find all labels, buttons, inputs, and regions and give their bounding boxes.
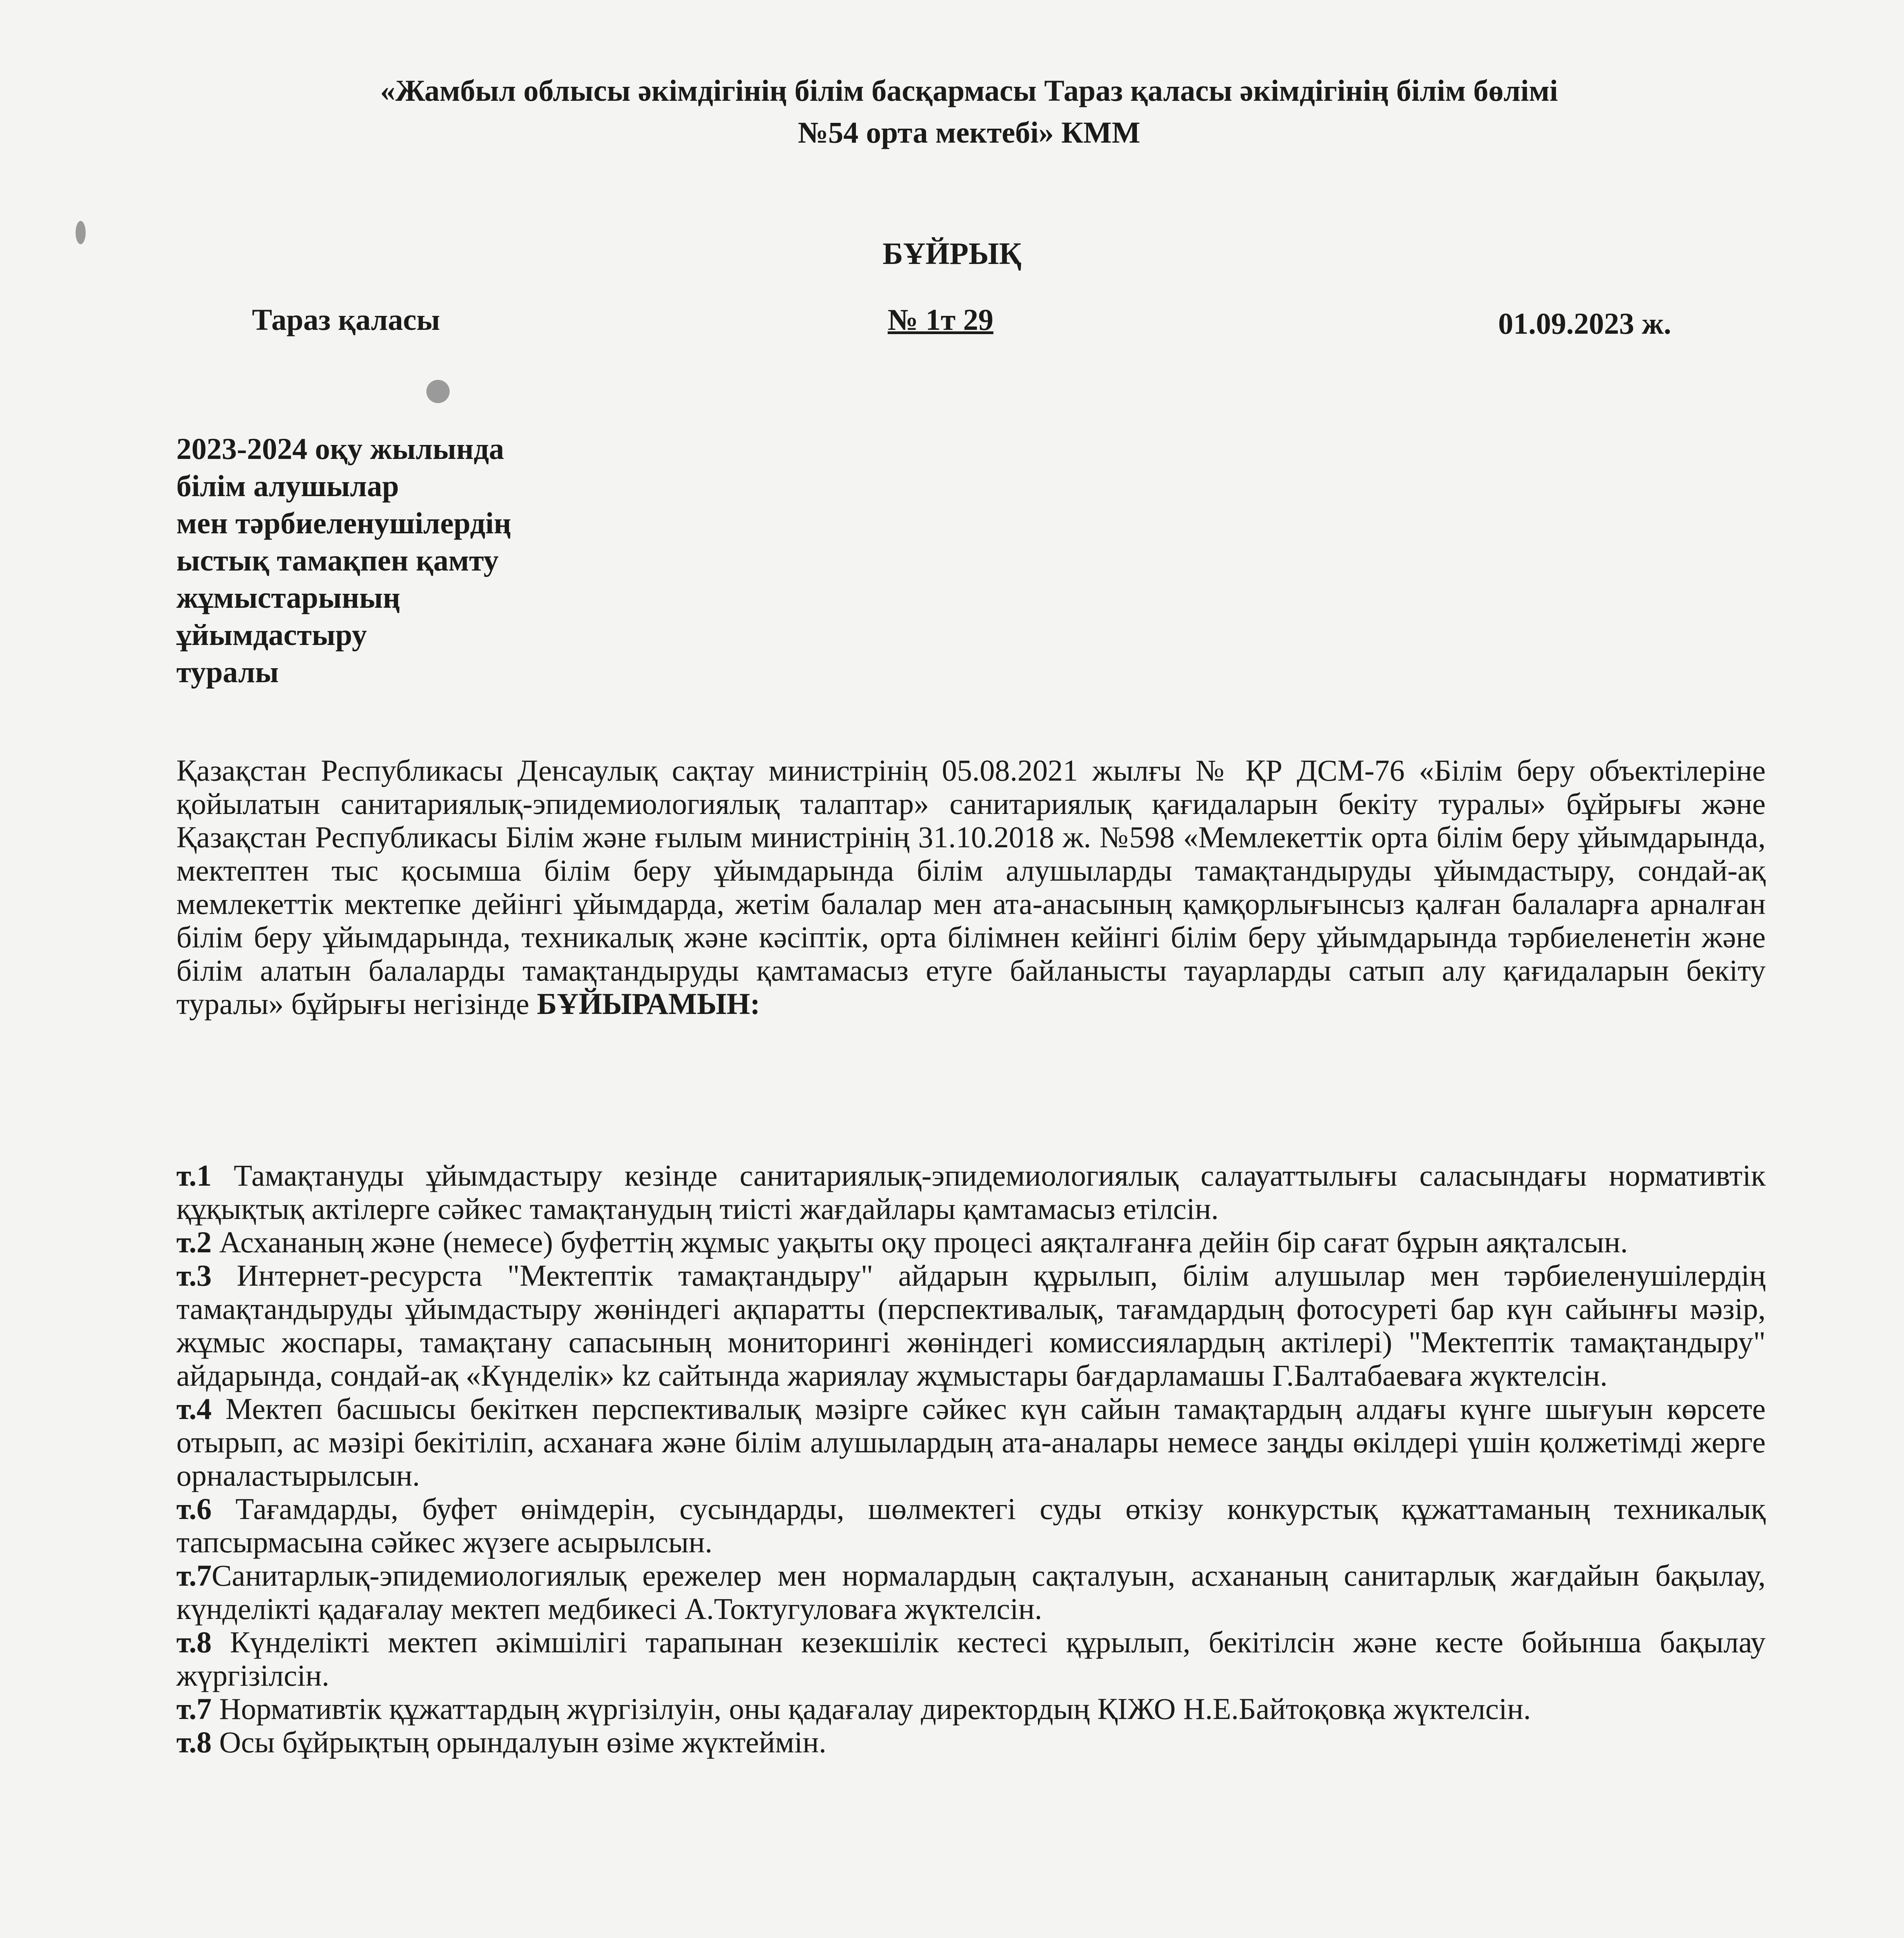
subject-line: туралы (176, 655, 279, 689)
item-label: т.8 (176, 1625, 212, 1659)
item-label: т.8 (176, 1725, 212, 1759)
subject-line: мен тәрбиеленушілердің (176, 506, 511, 540)
order-item (176, 1392, 1766, 1492)
item-text: Тамақтануды ұйымдастыру кезінде санитариялық-эпидемиологиялық салауаттылығы саласындағы нормативтік құқықтық актілерге сәйкес тамақтанудың тиісті жағдайлары қамтамасыз етілсін. (176, 1159, 1766, 1226)
item-text: Мектеп басшысы бекіткен перспективалық мәзірге сәйкес күн сайын тамақтардың алдағы күнге шығуын көрсете отырып, ас мәзірі бекітіліп, асханаға және білім алушылардың ата-аналары немесе заңды өкілдері үшін қолжетімді жерге орналастырылсын. (176, 1392, 1766, 1492)
order-item (176, 1159, 1766, 1226)
subject-line: білім алушылар (176, 469, 399, 503)
item-text: Тағамдарды, буфет өнімдерін, сусындарды, шөлмектегі суды өткізу конкурстық құжаттаманың техникалық тапсырмасына сәйкес жүзеге асырылсын. (176, 1492, 1766, 1559)
organization-line-1: «Жамбыл облысы әкімдігінің білім басқармасы Тараз қаласы әкімдігінің білім бөлімі (380, 74, 1558, 107)
order-date: 01.09.2023 ж. (1498, 307, 1671, 340)
item-text: Осы бұйрықтың орындалуын өзіме жүктеймін. (211, 1725, 826, 1759)
organization-line-2: №54 орта мектебі» КММ (798, 116, 1140, 149)
order-item (176, 1559, 1766, 1626)
scan-speck (76, 221, 86, 244)
subject-line: ыстық тамақпен қамту (176, 543, 499, 577)
order-item (176, 1626, 1766, 1692)
order-number: № 1т 29 (888, 303, 993, 336)
order-subject (176, 430, 642, 691)
command-word: БҰЙЫРАМЫН: (536, 987, 760, 1021)
order-city: Тараз қаласы (252, 303, 440, 336)
subject-line: жұмыстарының (176, 581, 400, 614)
item-text: Күнделікті мектеп әкімшілігі тарапынан кезекшілік кестесі құрылып, бекітілсін және кесте бойынша бақылау жүргізілсін. (176, 1625, 1766, 1692)
item-label: т.7 (176, 1559, 212, 1592)
item-text: Нормативтік құжаттардың жүргізілуін, оны қадағалау директордың ҚІЖО Н.Е.Байтоқовқа жүктелсін. (211, 1692, 1531, 1726)
intro-text: Қазақстан Республикасы Денсаулық сақтау министрінің 05.08.2021 жылғы № ҚР ДСМ-76 «Білім беру объектілеріне қойылатын санитариялық-эпидемиологиялық талаптар» санитариялық қағидаларын бекіту туралы» бұйрығы және Қазақстан Республикасы Білім және ғылым министрінің 31.10.2018 ж. №598 «Мемлекеттік орта білім беру ұйымдарында, мектептен тыс қосымша білім беру ұйымдарында білім алушыларды тамақтандыруды ұйымдастыру, сондай-ақ мемлекеттік мектепке дейінгі ұйымдарда, жетім балалар мен ата-анасының қамқорлығынсыз қалған балаларға арналған білім беру ұйымдарында, техникалық және кәсіптік, орта білімнен кейінгі білім беру ұйымдарында тәрбиеленетін және білім алатын балаларды тамақтандыруды қамтамасыз етуге байланысты тауарларды сатып алу қағидаларын бекіту туралы» бұйрығы негізінде (176, 753, 1766, 1021)
order-item (176, 1492, 1766, 1559)
order-item (176, 1259, 1766, 1392)
item-text: Асхананың және (немесе) буфеттің жұмыс уақыты оқу процесі аяқталғанға дейін бір сағат бұрын аяқталсын. (211, 1225, 1628, 1259)
organization-header (155, 70, 1783, 153)
subject-line: ұйымдастыру (176, 618, 367, 652)
order-item (176, 1726, 1766, 1759)
document-title: БҰЙРЫҚ (882, 237, 1022, 271)
scan-speck (426, 380, 450, 403)
subject-line: 2023-2024 оқу жылында (176, 432, 504, 466)
item-label: т.2 (176, 1225, 212, 1259)
item-label: т.6 (176, 1492, 212, 1526)
item-label: т.7 (176, 1692, 212, 1726)
intro-paragraph (176, 754, 1766, 1021)
item-label: т.4 (176, 1392, 212, 1426)
item-text: Интернет-ресурста "Мектептік тамақтандыру" айдарын құрылып, білім алушылар мен тәрбиеленушілердің тамақтандыруды ұйымдастыру жөніндегі ақпаратты (перспективалық, тағамдардың фотосуреті бар күн сайынғы мәзір, жұмыс жоспары, тамақтану сапасының мониторингі жөніндегі комиссиялардың актілері) "Мектептік тамақтандыру" айдарында, сондай-ақ «Күнделік» kz сайтында жариялау жұмыстары бағдарламашы Г.Балтабаеваға жүктелсін. (176, 1259, 1766, 1392)
order-item (176, 1692, 1766, 1726)
order-items (176, 1159, 1766, 1759)
item-label: т.1 (176, 1159, 212, 1192)
order-item (176, 1226, 1766, 1259)
item-text: Санитарлық-эпидемиологиялық ережелер мен нормалардың сақталуын, асхананың санитарлық жағдайын бақылау, күнделікті қадағалау мектеп медбикесі А.Токтугуловаға жүктелсін. (176, 1559, 1766, 1626)
item-label: т.3 (176, 1259, 212, 1292)
